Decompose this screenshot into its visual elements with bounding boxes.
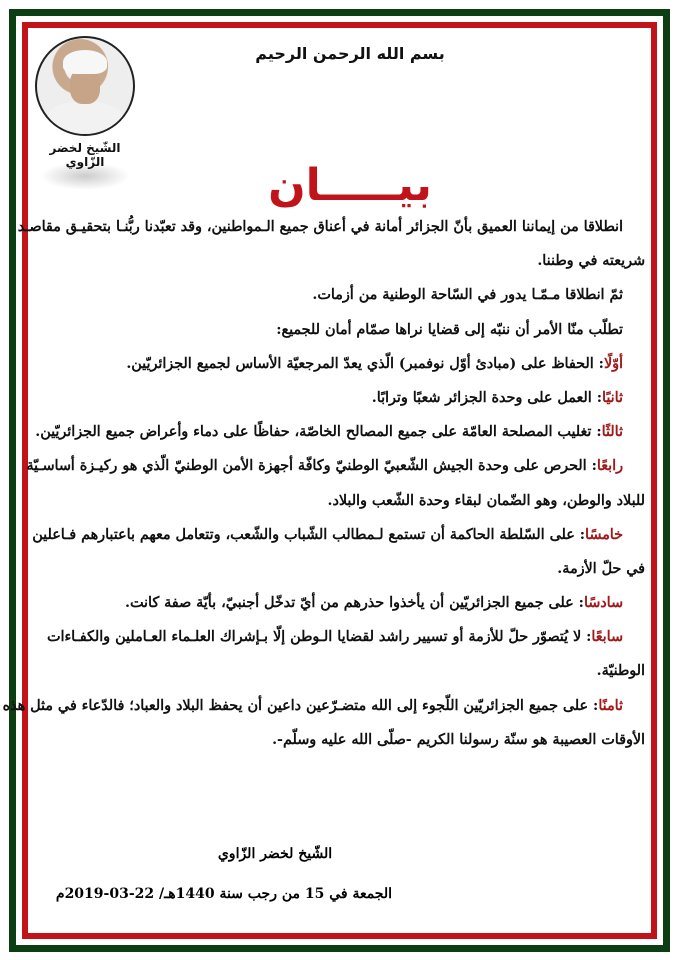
line-text: : على جميع الجزائريّين اللّجوء إلى الله متضـرّعين داعين أن يحفظ البلاد والعباد؛ فالدّعاء في مثل هذه <box>2 697 599 714</box>
item-label: ثانيًا <box>602 389 623 406</box>
line-text: : تغليب المصلحة العامّة على جميع المصالح الخاصّة، حفاظًا على دماء وأعراض جميع الجزائريّين. <box>35 424 602 441</box>
text-line <box>32 484 645 518</box>
page-title: بيـــــان <box>268 160 432 211</box>
item-label: ثامنًا <box>598 697 623 714</box>
author-photo <box>35 36 135 136</box>
line-text: : لا يُتصوّر حلّ للأزمة أو تسيير راشد لقضايا الـوطن إلّا بـإشراك العلـماء العـاملين والكفـاءات <box>47 629 592 646</box>
text-line <box>2 689 645 723</box>
text-line <box>32 381 645 415</box>
text-line <box>32 313 645 347</box>
text-line <box>26 449 645 483</box>
line-text: شريعته في وطننا. <box>537 253 645 270</box>
text-line <box>32 552 645 586</box>
line-text: : على جميع الجزائريّين أن يأخذوا حذرهم من أيّ تدخّل أجنبيّ، بأيّة صفة كانت. <box>124 595 584 612</box>
text-line <box>32 518 645 552</box>
signature: الشّيخ لخضر الزّاوي <box>217 846 333 862</box>
statement-body <box>2 210 645 757</box>
line-text: ثمّ انطلاقا مـمّـا يدور في السّاحة الوطنية من أزمات. <box>312 287 623 304</box>
line-text: للبلاد والوطن، وهو الضّمان لبقاء وحدة الشّعب والبلاد. <box>327 492 645 509</box>
item-label: سادسًا <box>583 595 623 612</box>
line-text: تطلّب منّا الأمر أن ننبّه إلى قضايا نراها صمّام أمان للجميع: <box>276 321 623 338</box>
text-line <box>32 347 645 381</box>
line-text: الوطنيّة. <box>596 663 645 680</box>
line-text: الأوقات العصيبة هو سنّة رسولنا الكريم -صلّى الله عليه وسلّم-. <box>272 731 645 748</box>
item-label: ثالثًا <box>601 424 623 441</box>
line-text: في حلّ الأزمة. <box>557 560 645 577</box>
text-line <box>32 654 645 688</box>
line-text: انطلاقا من إيماننا العميق بأنّ الجزائر أمانة في أعناق جميع الـمواطنين، وقد تعبّدنا ربُّنـا بتحقيـق مقاصـد <box>17 219 623 235</box>
item-label: خامسًا <box>585 526 623 543</box>
line-text: : الحرص على وحدة الجيش الشّعبيّ الوطنيّ وكافّة أجهزة الأمن الوطنيّ الّذي هو ركيـزة أساسـيّة <box>26 458 597 475</box>
text-line <box>32 415 645 449</box>
line-text: : الحفاظ على (مبادئ أوّل نوفمبر) الّذي يعدّ المرجعيّة الأساس لجميع الجزائريّين. <box>126 355 604 372</box>
date-line: الجمعة في 15 من رجب سنة 1440هـ/ 22-03-2019م <box>55 886 392 902</box>
text-line <box>17 210 645 244</box>
photo-caption: الشّيخ لخضر الزّاوي <box>49 141 121 169</box>
text-line <box>32 244 645 278</box>
text-line <box>32 586 645 620</box>
text-line <box>32 278 645 312</box>
line-text: : على السّلطة الحاكمة أن تستمع لـمطالب الشّباب والشّعب، وتتعامل معهم باعتبارهم فـاعلين <box>32 526 586 543</box>
text-line <box>32 723 645 757</box>
item-label: أوّلًا <box>603 355 623 372</box>
item-label: سابعًا <box>591 629 623 646</box>
text-line <box>32 620 645 654</box>
item-label: رابعًا <box>596 458 623 475</box>
basmala: بسم الله الرحمن الرحيم <box>255 44 445 63</box>
line-text: : العمل على وحدة الجزائر شعبًا وترابًا. <box>371 389 602 406</box>
